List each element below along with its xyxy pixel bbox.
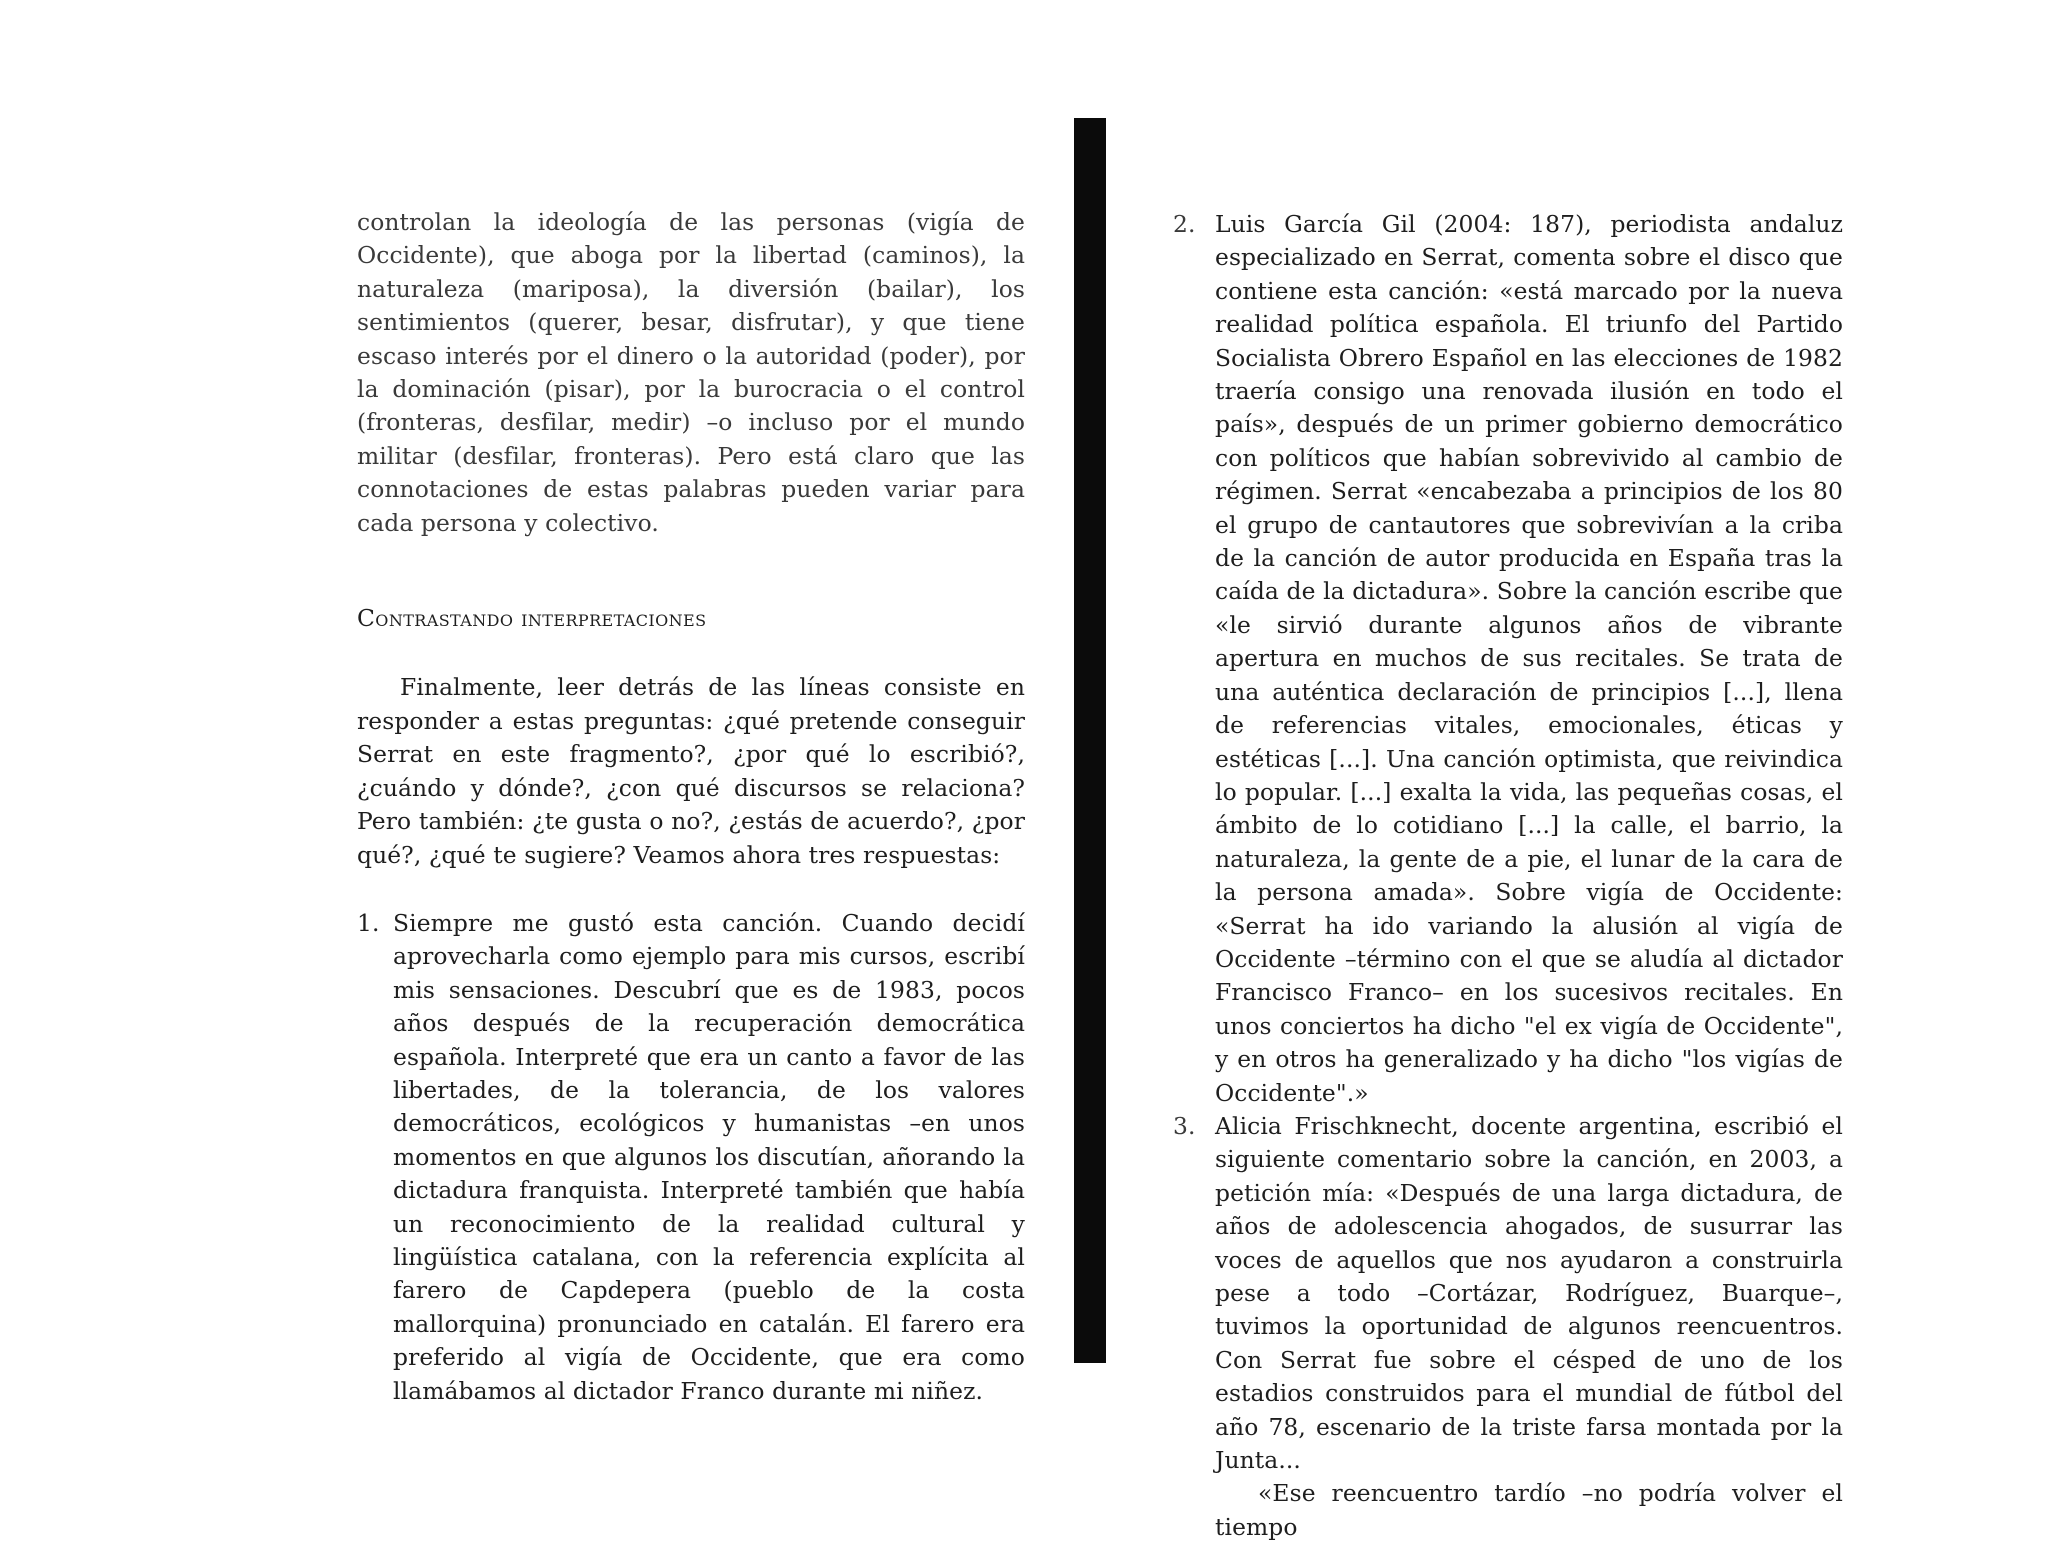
list-item-1 (357, 907, 1025, 1408)
right-page-column (1173, 208, 1843, 1544)
left-paragraph-2: Finalmente, leer detrás de las líneas consiste en responder a estas preguntas: ¿qué pretende conseguir Serrat en este fragmento?, ¿por qué lo escribió?, ¿cuándo y dónde?, ¿con qué discursos se relaciona? Pero también: ¿te gusta o no?, ¿estás de acuerdo?, ¿por qué?, ¿qué te sugiere? Veamos ahora tres respuestas: (357, 673, 1025, 869)
list-item-3-continuation: «Ese reencuentro tardío –no podría volver el tiempo (1215, 1479, 1843, 1541)
list-item-1-number: 1. (357, 908, 380, 937)
section-heading: Contrastando interpretaciones (357, 604, 707, 633)
page-binding-shadow (1074, 118, 1106, 1363)
list-item-1-text: Siempre me gustó esta canción. Cuando decidí aprovecharla como ejemplo para mis cursos, escribí mis sensaciones. Descubrí que es de 1983, pocos años después de la recuperación democrática española. Interpreté que era un canto a favor de las libertades, de la tolerancia, de los valores democráticos, ecológicos y humanistas –en unos momentos en que algunos los discutían, añorando la dictadura franquista. Interpreté también que había un reconocimiento de la realidad cultural y lingüística catalana, con la referencia explícita al farero de Capdepera (pueblo de la costa mallorquina) pronunciado en catalán. El farero era preferido al vigía de Occidente, que era como llamábamos al dictador Franco durante mi niñez. (393, 908, 1025, 1405)
left-paragraph-1: controlan la ideología de las personas (vigía de Occidente), que aboga por la libertad (caminos), la naturaleza (mariposa), la diversión (bailar), los sentimientos (querer, besar, disfrutar), y que tiene escaso interés por el dinero o la autoridad (poder), por la dominación (pisar), por la burocracia o el control (fronteras, desfilar, medir) –o incluso por el mundo militar (desfilar, fronteras). Pero está claro que las connotaciones de estas palabras pueden variar para cada persona y colectivo. (357, 208, 1025, 537)
left-page-column (357, 206, 1025, 1408)
list-item-2-number: 2. (1173, 210, 1196, 238)
spacer (357, 872, 1025, 907)
list-item-2 (1173, 208, 1843, 1110)
list-item-3-text: Alicia Frischknecht, docente argentina, escribió el siguiente comentario sobre la canción, en 2003, a petición mía: «Después de una larga dictadura, de años de adolescencia ahogados, de susurrar las voces de aquellos que nos ayudaron a construirla pese a todo –Cortázar, Rodríguez, Buarque–, tuvimos la oportunidad de algunos reencuentros. Con Serrat fue sobre el césped de uno de los estadios construidos para el mundial de fútbol del año 78, escenario de la triste farsa montada por la Junta... (1215, 1111, 1843, 1475)
list-item-3-number: 3. (1173, 1111, 1196, 1140)
list-item-2-text: Luis García Gil (2004: 187), periodista andaluz especializado en Serrat, comenta sobre el disco que contiene esta canción: «está marcado por la nueva realidad política española. El triunfo del Partido Socialista Obrero Español en las elecciones de 1982 traería consigo una renovada ilusión en todo el país», después de un primer gobierno democrático con políticos que habían sobrevivido al cambio de régimen. Serrat «encabezaba a principios de los 80 el grupo de cantautores que sobrevivían a la criba de la canción de autor producida en España tras la caída de la dictadura». Sobre la canción escribe que «le sirvió durante algunos años de vibrante apertura en muchos de sus recitales. Se trata de una auténtica declaración de principios [...], llena de referencias vitales, emocionales, éticas y estéticas [...]. Una canción optimista, que reivindica lo popular. [...] exalta la vida, las pequeñas cosas, el ámbito de lo cotidiano [...] la calle, el barrio, la naturaleza, la gente de a pie, el lunar de la cara de la persona amada». Sobre vigía de Occidente: «Serrat ha ido variando la alusión al vigía de Occidente –término con el que se aludía al dictador Francisco Franco– en los sucesivos recitales. En unos conciertos ha dicho "el ex vigía de Occidente", y en otros ha generalizado y ha dicho "los vigías de Occidente".» (1215, 210, 1843, 1107)
list-item-3 (1173, 1110, 1843, 1544)
